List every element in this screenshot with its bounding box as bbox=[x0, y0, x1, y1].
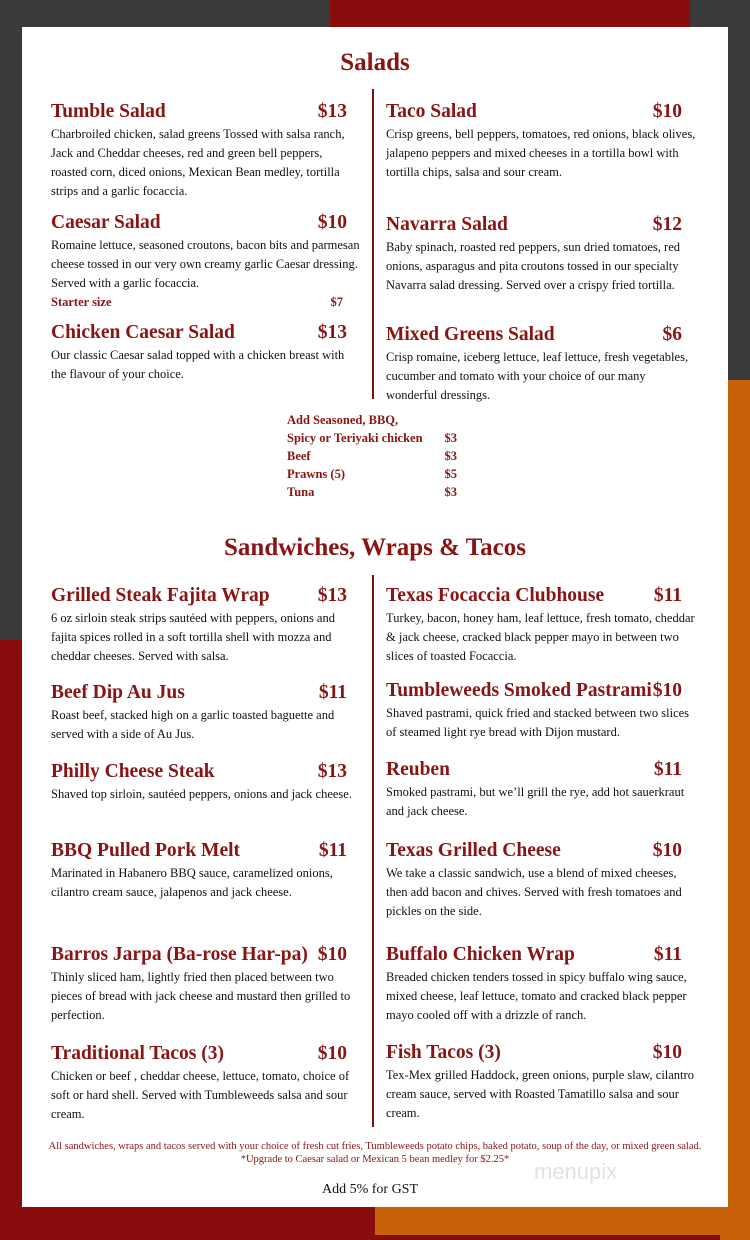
menupix-watermark: menupix bbox=[534, 1159, 618, 1184]
item-name: Beef Dip Au Jus bbox=[51, 682, 185, 703]
addon-price: $3 bbox=[444, 485, 457, 499]
item-description: Smoked pastrami, but we’ll grill the rye, add hot sauerkraut and jack cheese. bbox=[386, 785, 685, 818]
item-price: $11 bbox=[318, 682, 347, 703]
item-description: Roast beef, stacked high on a garlic toasted baguette and served with a side of Au Jus. bbox=[51, 708, 335, 741]
item-name: Taco Salad bbox=[386, 101, 477, 122]
menu-item-buffalo-chicken-wrap bbox=[386, 943, 696, 1025]
item-description: Shaved pastrami, quick fried and stacked between two slices of steamed light rye bread with Dijon mustard. bbox=[386, 706, 690, 739]
item-name: Texas Grilled Cheese bbox=[386, 840, 561, 861]
item-name: Caesar Salad bbox=[51, 212, 161, 233]
sandwiches-heading: Sandwiches, Wraps & Tacos bbox=[224, 534, 526, 561]
item-price: $13 bbox=[317, 761, 347, 782]
upgrade-note: *Upgrade to Caesar salad or Mexican 5 bean medley for $2.25* bbox=[240, 1154, 510, 1165]
item-price: $11 bbox=[653, 944, 682, 965]
menu-item-mixed-greens-salad bbox=[386, 323, 696, 405]
sandwiches-column-divider bbox=[372, 575, 374, 1127]
addon-row bbox=[287, 483, 457, 501]
item-name: Grilled Steak Fajita Wrap bbox=[51, 585, 270, 606]
salad-addons bbox=[287, 411, 457, 501]
menu-item-tumbleweeds-smoked-pastrami bbox=[386, 679, 696, 742]
item-description: Charbroiled chicken, salad greens Tossed with salsa ranch, Jack and Cheddar cheeses, red and green bell peppers, roasted corn, diced onions, Mexican Bean medley, tortilla strips and a garlic focaccia. bbox=[51, 127, 345, 198]
item-name: Tumble Salad bbox=[51, 101, 166, 122]
addon-row bbox=[287, 447, 457, 465]
item-price: $10 bbox=[652, 840, 682, 861]
item-description: Shaved top sirloin, sautéed peppers, onions and jack cheese. bbox=[51, 787, 352, 801]
item-description: 6 oz sirloin steak strips sautéed with peppers, onions and fajita spices rolled in a soft tortilla shell with mozza and cheddar cheeses. Served with salsa. bbox=[51, 611, 335, 663]
item-price: $13 bbox=[317, 322, 347, 343]
menu-item-bbq-pulled-pork-melt bbox=[51, 839, 361, 902]
item-price: $10 bbox=[652, 680, 682, 701]
addon-label: Tuna bbox=[287, 485, 315, 499]
menu-item-fish-tacos bbox=[386, 1041, 696, 1123]
item-description: Crisp romaine, iceberg lettuce, leaf lettuce, fresh vegetables, cucumber and tomato with your choice of our many wonderful dressings. bbox=[386, 350, 689, 402]
item-name: Navarra Salad bbox=[386, 214, 508, 235]
item-description: Breaded chicken tenders tossed in spicy buffalo wing sauce, mixed cheese, leaf lettuce, tomato and cracked black pepper mayo cooled off with a drizzle of ranch. bbox=[386, 970, 687, 1022]
gst-note: Add 5% for GST bbox=[321, 1182, 419, 1197]
item-price: $10 bbox=[652, 101, 682, 122]
addon-label: Prawns (5) bbox=[287, 467, 345, 481]
item-description: We take a classic sandwich, use a blend of mixed cheeses, then add bacon and chives. Served with fresh tomatoes and pickles on the side. bbox=[386, 866, 682, 918]
starter-size-row bbox=[51, 293, 361, 312]
menu-item-texas-focaccia-clubhouse bbox=[386, 584, 696, 666]
item-description: Turkey, bacon, honey ham, leaf lettuce, fresh tomato, cheddar & jack cheese, cracked black pepper mayo in between two slices of toasted Focaccia. bbox=[386, 611, 695, 663]
item-name: Chicken Caesar Salad bbox=[51, 322, 235, 343]
item-name: Traditional Tacos (3) bbox=[51, 1043, 224, 1064]
menu-item-navarra-salad bbox=[386, 213, 696, 295]
addon-price: $5 bbox=[444, 467, 457, 481]
item-price: $13 bbox=[317, 101, 347, 122]
item-name: Philly Cheese Steak bbox=[51, 761, 215, 782]
menu-item-chicken-caesar-salad bbox=[51, 321, 361, 384]
item-name: BBQ Pulled Pork Melt bbox=[51, 840, 241, 861]
addon-price: $3 bbox=[444, 449, 457, 463]
item-price: $12 bbox=[652, 214, 682, 235]
item-price: $11 bbox=[653, 759, 682, 780]
item-name: Texas Focaccia Clubhouse bbox=[386, 585, 605, 606]
item-price: $6 bbox=[662, 324, 682, 345]
item-name: Mixed Greens Salad bbox=[386, 324, 555, 345]
menu-item-caesar-salad bbox=[51, 211, 361, 312]
menu-item-reuben bbox=[386, 758, 696, 821]
menu-item-taco-salad bbox=[386, 100, 696, 182]
item-name: Buffalo Chicken Wrap bbox=[386, 944, 575, 965]
starter-label: Starter size bbox=[51, 295, 112, 309]
item-price: $10 bbox=[317, 1043, 347, 1064]
menu-item-grilled-steak-fajita-wrap bbox=[51, 584, 361, 666]
item-description: Baby spinach, roasted red peppers, sun dried tomatoes, red onions, asparagus and pita croutons tossed in our specialty Navarra salad dressing. Served over a crispy fried tortilla. bbox=[386, 240, 681, 292]
starter-price: $7 bbox=[330, 295, 343, 309]
menu-item-barros-jarpa bbox=[51, 943, 361, 1025]
item-price: $10 bbox=[317, 944, 347, 965]
addon-label: Beef bbox=[287, 449, 311, 463]
item-price: $11 bbox=[318, 840, 347, 861]
salads-heading: Salads bbox=[340, 49, 410, 76]
addon-row bbox=[287, 429, 457, 447]
item-name: Barros Jarpa (Ba-rose Har-pa) bbox=[51, 944, 308, 965]
salads-column-divider bbox=[372, 89, 374, 399]
menu-page bbox=[22, 27, 728, 1207]
addon-price: $3 bbox=[444, 431, 457, 445]
item-name: Reuben bbox=[386, 759, 450, 780]
sides-note: All sandwiches, wraps and tacos served with your choice of fresh cut fries, Tumbleweeds potato chips, baked potato, soup of the day, or mixed green salad. bbox=[48, 1141, 702, 1152]
item-price: $13 bbox=[317, 585, 347, 606]
item-description: Marinated in Habanero BBQ sauce, caramelized onions, cilantro cream sauce, jalapenos and jack cheese. bbox=[51, 866, 333, 899]
item-price: $10 bbox=[652, 1042, 682, 1063]
addons-heading: Add Seasoned, BBQ, bbox=[287, 413, 399, 427]
item-description: Tex-Mex grilled Haddock, green onions, purple slaw, cilantro cream sauce, served with Roasted Tamatillo salsa and sour cream. bbox=[386, 1068, 694, 1120]
item-description: Crisp greens, bell peppers, tomatoes, red onions, black olives, jalapeno peppers and mixed cheeses in a tortilla bowl with tortilla chips, salsa and sour cream. bbox=[386, 127, 696, 179]
item-description: Romaine lettuce, seasoned croutons, bacon bits and parmesan cheese tossed in our very own creamy garlic Caesar dressing. Served with a garlic focaccia. bbox=[51, 238, 360, 290]
item-description: Thinly sliced ham, lightly fried then placed between two pieces of bread with jack cheese and mustard then grilled to perfection. bbox=[51, 970, 351, 1022]
menu-item-texas-grilled-cheese bbox=[386, 839, 696, 921]
menu-item-philly-cheese-steak bbox=[51, 760, 361, 804]
item-description: Our classic Caesar salad topped with a chicken breast with the flavour of your choice. bbox=[51, 348, 345, 381]
item-name: Tumbleweeds Smoked Pastrami bbox=[386, 680, 652, 701]
menu-item-traditional-tacos bbox=[51, 1042, 361, 1124]
menu-item-beef-dip-au-jus bbox=[51, 681, 361, 744]
addon-label: Spicy or Teriyaki chicken bbox=[287, 431, 423, 445]
item-price: $10 bbox=[317, 212, 347, 233]
addon-row bbox=[287, 465, 457, 483]
item-price: $11 bbox=[653, 585, 682, 606]
menu-item-tumble-salad bbox=[51, 100, 361, 201]
item-name: Fish Tacos (3) bbox=[386, 1042, 501, 1063]
item-description: Chicken or beef , cheddar cheese, lettuce, tomato, choice of soft or hard shell. Served with Tumbleweeds salsa and sour cream. bbox=[51, 1069, 350, 1121]
